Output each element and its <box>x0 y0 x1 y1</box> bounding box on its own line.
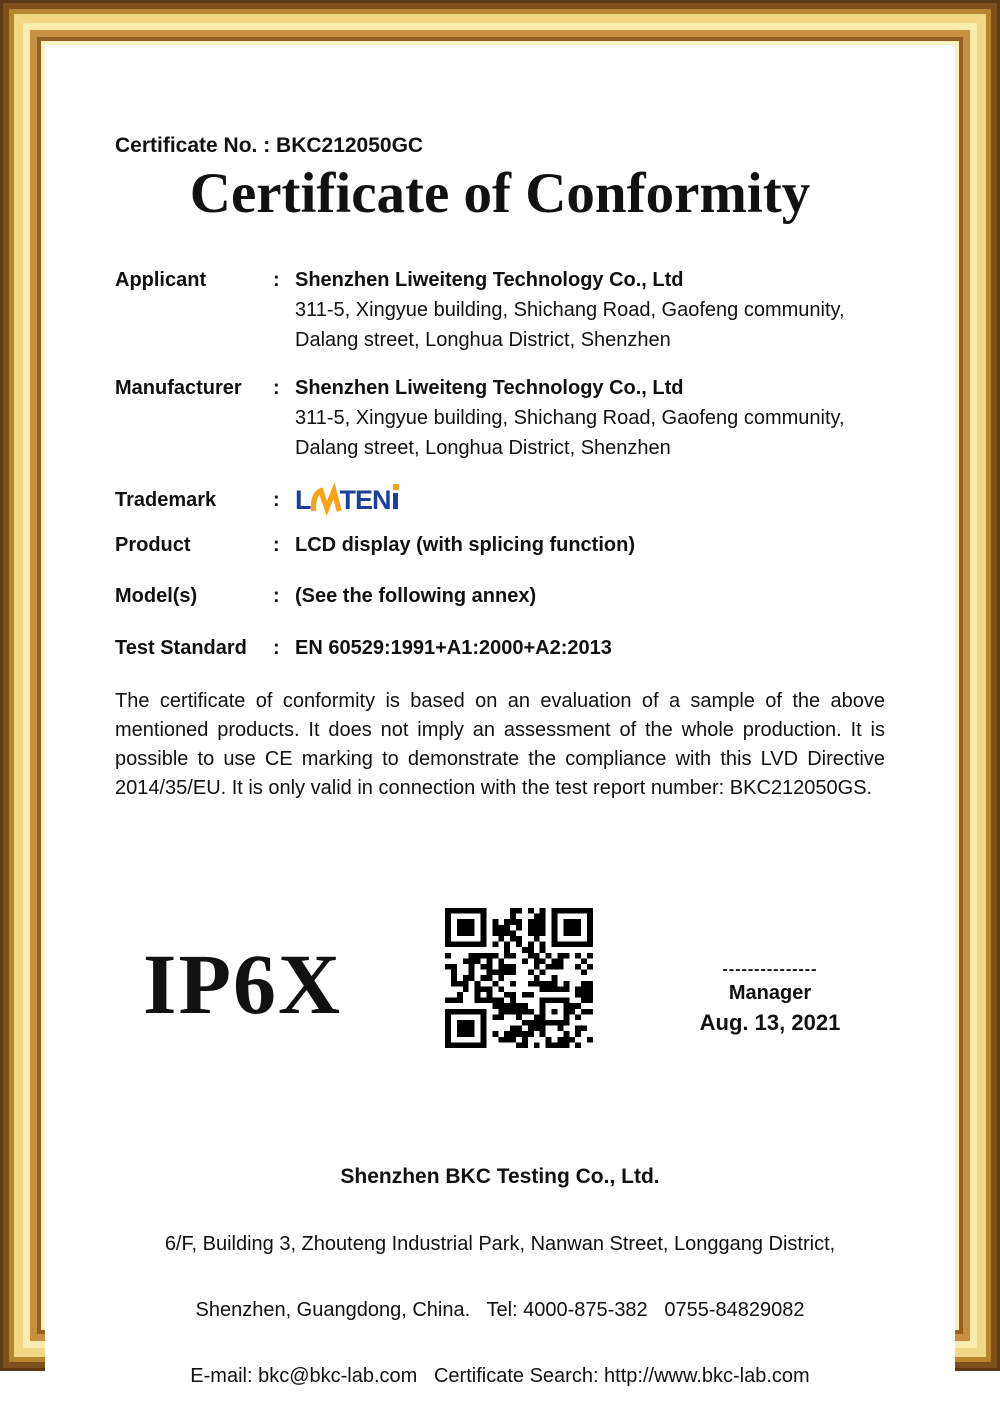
colon-separator: : <box>273 636 280 659</box>
signature-line: --------------- <box>722 960 818 978</box>
field-row-test-standard <box>115 633 885 663</box>
company-name: Shenzhen Liweiteng Technology Co., Ltd <box>295 269 684 291</box>
field-row-models <box>115 581 885 611</box>
page-title: Certificate of Conformity <box>189 162 811 225</box>
frame-band <box>3 3 997 1387</box>
logo-i-mark <box>393 493 398 509</box>
field-label: Applicant <box>115 269 207 291</box>
frame-band <box>30 30 970 1387</box>
footer-line: 6/F, Building 3, Zhouteng Industrial Park, Nanwan Street, Longgang District, <box>164 1232 836 1255</box>
address-line: Dalang street, Longhua District, Shenzhen <box>295 329 671 351</box>
field-label: Test Standard <box>115 636 247 659</box>
field-value: EN 60529:1991+A1:2000+A2:2013 <box>295 636 612 659</box>
field-label: Model(s) <box>115 584 198 607</box>
field-label: Product <box>115 533 191 556</box>
colon-separator: : <box>273 269 280 291</box>
ip-rating: IP6X <box>143 935 343 1032</box>
footer-line: Shenzhen, Guangdong, China. Tel: 4000-875-382 0755-84829082 <box>195 1298 805 1321</box>
frame-inner-lip <box>41 41 959 1387</box>
field-label: Manufacturer <box>115 377 242 399</box>
address-line: 311-5, Xingyue building, Shichang Road, Gaofeng community, <box>295 299 845 321</box>
signatory-title: Manager <box>728 981 812 1004</box>
body-paragraph: The certificate of conformity is based on an evaluation of a sample of the above mentioned products. It does not imply an assessment of the whole production. It is possible to use CE marking to demonstrate the compliance with this LVD Directive 2014/35/EU. It is only valid in connection with the test report number: BKC212050GS. <box>115 689 885 799</box>
field-row-applicant <box>115 265 885 355</box>
field-value <box>295 373 885 463</box>
stamp-row <box>115 903 885 1053</box>
frame-highlight-band <box>23 23 977 1387</box>
address-line: 311-5, Xingyue building, Shichang Road, Gaofeng community, <box>295 407 845 429</box>
field-value: LCD display (with splicing function) <box>295 533 635 556</box>
field-value <box>295 265 885 355</box>
address-line: Dalang street, Longhua District, Shenzhen <box>295 437 671 459</box>
frame-band <box>9 9 991 1387</box>
footer-company: Shenzhen BKC Testing Co., Ltd. <box>340 1164 660 1188</box>
signature-block <box>695 961 845 1038</box>
colon-separator: : <box>273 584 280 607</box>
footer-line: E-mail: bkc@bkc-lab.com Certificate Search: http://www.bkc-lab.com <box>190 1364 810 1387</box>
colon-separator: : <box>273 489 280 511</box>
certificate-date: Aug. 13, 2021 <box>699 1009 841 1035</box>
frame-band <box>37 37 963 1387</box>
field-label: Trademark <box>115 489 217 511</box>
brand-logo <box>295 485 398 515</box>
certificate-number: Certificate No. : BKC212050GC <box>115 134 424 157</box>
field-row-trademark <box>115 485 885 518</box>
field-row-manufacturer <box>115 373 885 463</box>
colon-separator: : <box>273 377 280 399</box>
frame-gold-band <box>14 14 986 1387</box>
colon-separator: : <box>273 533 280 556</box>
qr-code-icon <box>445 908 593 1048</box>
logo-letters-ten: TEN <box>339 484 391 515</box>
field-row-product <box>115 530 885 560</box>
field-value: (See the following annex) <box>295 584 537 607</box>
logo-mountain-icon <box>311 487 341 514</box>
logo-i-dot-icon <box>393 484 399 490</box>
footer <box>115 1125 885 1427</box>
certificate-sheet <box>45 133 955 1414</box>
logo-letter-l: L <box>295 484 311 515</box>
company-name: Shenzhen Liweiteng Technology Co., Ltd <box>295 377 684 399</box>
field-value <box>295 485 885 518</box>
